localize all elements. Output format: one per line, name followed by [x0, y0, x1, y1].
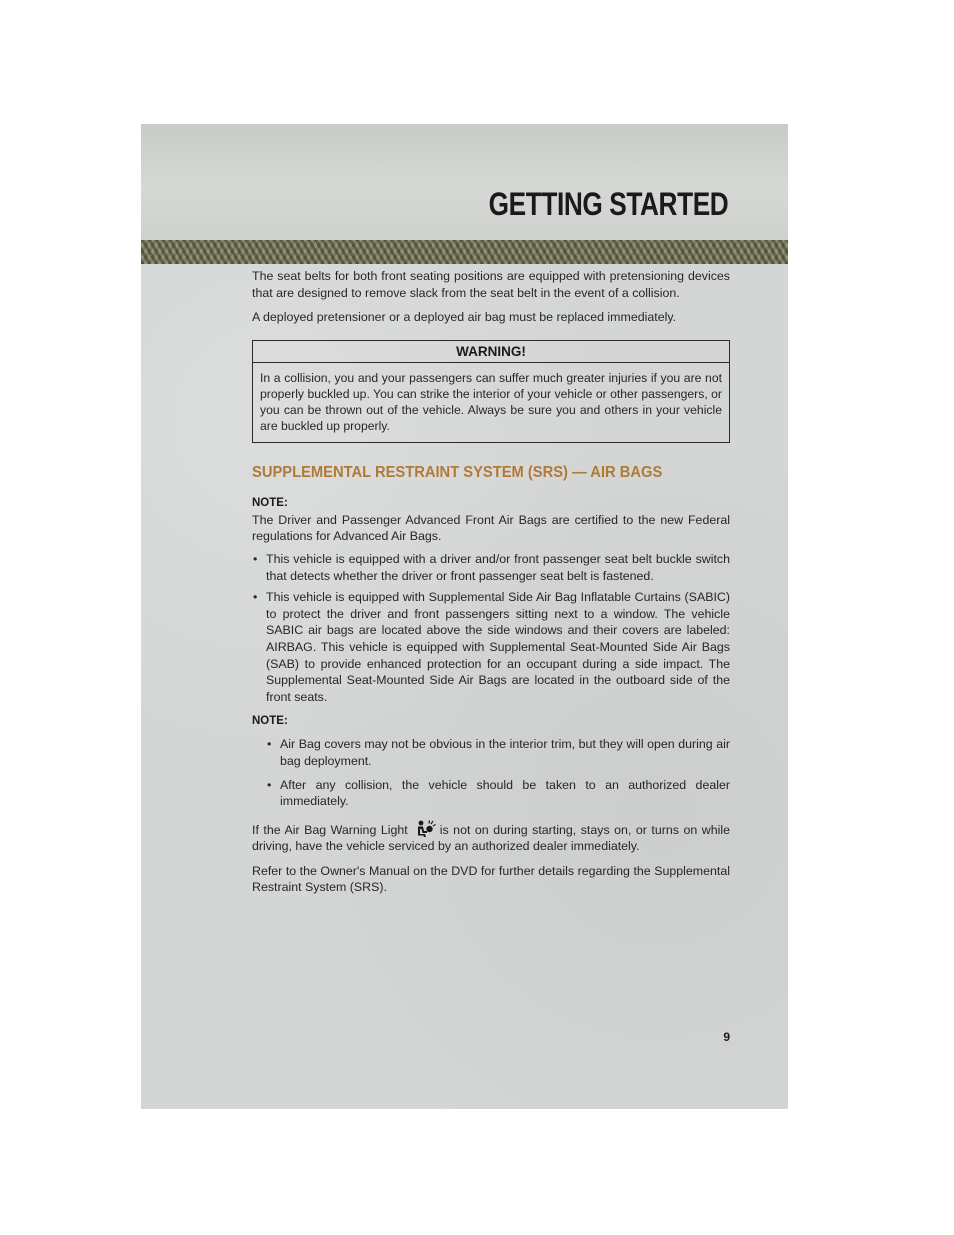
page-content	[252, 268, 730, 896]
paragraph-warning-light	[252, 820, 730, 855]
paragraph-pretensioners: The seat belts for both front seating positions are equipped with pretensioning devices that are designed to remove slack from the seat belt in the event of a collision.	[252, 269, 730, 300]
manual-page	[141, 124, 788, 1109]
paragraph-refer: Refer to the Owner's Manual on the DVD for further details regarding the Supplemental Restraint System (SRS).	[252, 863, 730, 895]
section-heading-srs: SUPPLEMENTAL RESTRAINT SYSTEM (SRS) — AIR BAGS	[252, 463, 663, 481]
note-bullet-list	[252, 736, 730, 809]
header-tread-band	[141, 240, 788, 264]
list-item: • This vehicle is equipped with a driver and/or front passenger seat belt buckle switch that detects whether the driver or front passenger seat belt is fastened.	[252, 551, 730, 584]
paragraph-deployed: A deployed pretensioner or a deployed air bag must be replaced immediately.	[252, 310, 677, 325]
page-header	[141, 124, 788, 240]
warning-light-text-after: is not on during starting, stays on, or turns on while driving, have the vehicle serviced by an authorized dealer immediately.	[252, 822, 731, 854]
list-item: • After any collision, the vehicle should be taken to an authorized dealer immediately.	[252, 777, 730, 810]
warning-light-text-before: If the Air Bag Warning Light	[252, 822, 408, 837]
page-number: 9	[723, 1030, 730, 1044]
note-label: NOTE:	[252, 496, 288, 509]
page-title: GETTING STARTED	[488, 186, 728, 222]
bullet-list	[252, 551, 730, 705]
airbag-warning-icon	[414, 820, 436, 838]
list-item: • This vehicle is equipped with Supplemental Side Air Bag Inflatable Curtains (SABIC) to protect the driver and front passengers sitting next to a window. The vehicle SABIC air bags are located above the side windows and their covers are labeled: AIRBAG. This vehicle is equipped with Supplemental Seat-Mounted Side Air Bags (SAB) to provide enhanced protection for an occupant during a side impact. The Supplemental Seat-Mounted Side Air Bags are located in the outboard side of the front seats.	[252, 589, 730, 705]
note-label: NOTE:	[252, 715, 288, 728]
warning-box	[252, 340, 730, 443]
warning-text: In a collision, you and your passengers can suffer much greater injuries if you are not properly buckled up. You can strike the interior of your vehicle or other passengers, or you can be thrown out of the vehicle. Always be sure you and others in your vehicle are buckled up properly.	[260, 370, 722, 433]
warning-title: WARNING!	[253, 341, 729, 363]
note-text: The Driver and Passenger Advanced Front Air Bags are certified to the new Federal regulations for Advanced Air Bags.	[252, 512, 730, 544]
list-item: • Air Bag covers may not be obvious in the interior trim, but they will open during air bag deployment.	[252, 736, 730, 769]
